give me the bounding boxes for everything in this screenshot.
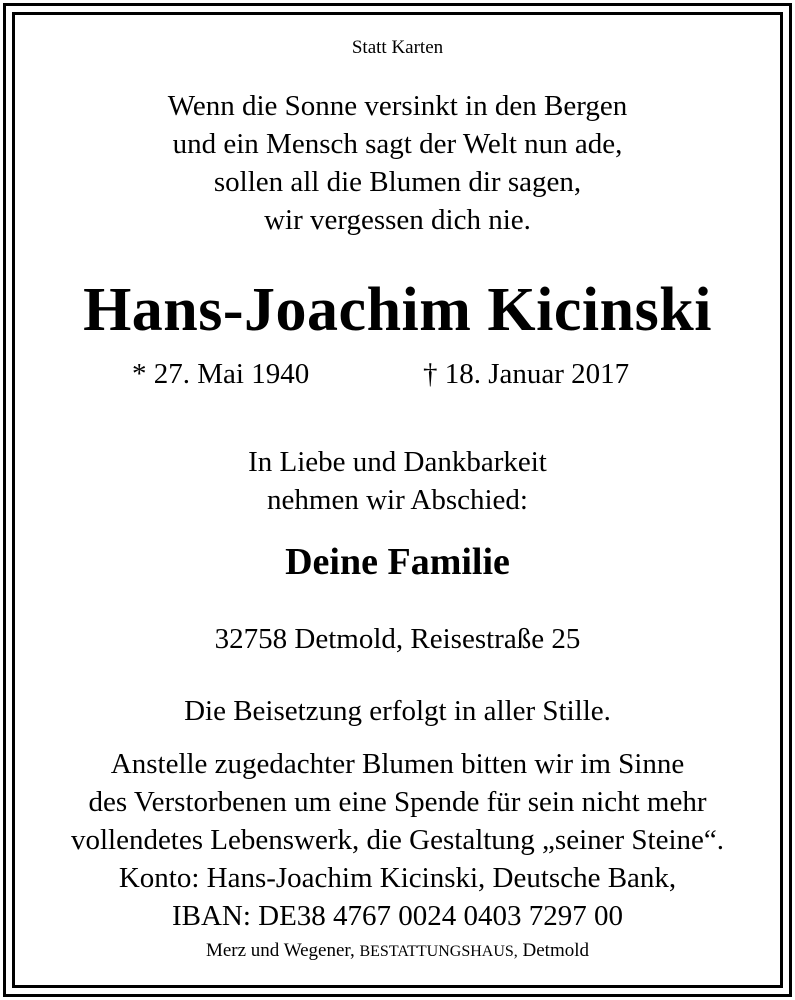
burial-note: Die Beisetzung erfolgt in aller Stille. <box>184 695 611 727</box>
verse-line: und ein Mensch sagt der Welt nun ade, <box>172 128 623 160</box>
obituary-notice <box>15 15 780 985</box>
donation-line: Anstelle zugedachter Blumen bitten wir im Sinne <box>110 748 685 780</box>
donation-line: vollendetes Lebenswerk, die Gestaltung „seiner Steine“. <box>70 824 725 856</box>
birth-date: * 27. Mai 1940 <box>132 358 310 390</box>
farewell-line: nehmen wir Abschied: <box>267 484 528 516</box>
verse-line: sollen all die Blumen dir sagen, <box>213 166 582 198</box>
funeral-home-name: Merz und Wegener, <box>205 940 355 961</box>
donation-line: Konto: Hans-Joachim Kicinski, Deutsche Bank, <box>118 862 677 894</box>
farewell-line: In Liebe und Dankbarkeit <box>248 446 547 478</box>
verse-line: Wenn die Sonne versinkt in den Bergen <box>167 90 628 122</box>
funeral-home-type: BESTATTUNGSHAUS, <box>359 943 518 960</box>
funeral-home-city: Detmold <box>522 940 590 961</box>
funeral-home-footer <box>15 940 780 962</box>
address: 32758 Detmold, Reisestraße 25 <box>214 623 581 655</box>
death-date: † 18. Januar 2017 <box>423 358 630 390</box>
family-signature: Deine Familie <box>285 541 510 583</box>
donation-line: des Verstorbenen um eine Spende für sein nicht mehr <box>88 786 707 818</box>
donation-line: IBAN: DE38 4767 0024 0403 7297 00 <box>171 900 624 932</box>
header-statt-karten: Statt Karten <box>351 37 444 58</box>
verse-line: wir vergessen dich nie. <box>264 204 531 236</box>
deceased-name: Hans-Joachim Kicinski <box>83 276 712 344</box>
